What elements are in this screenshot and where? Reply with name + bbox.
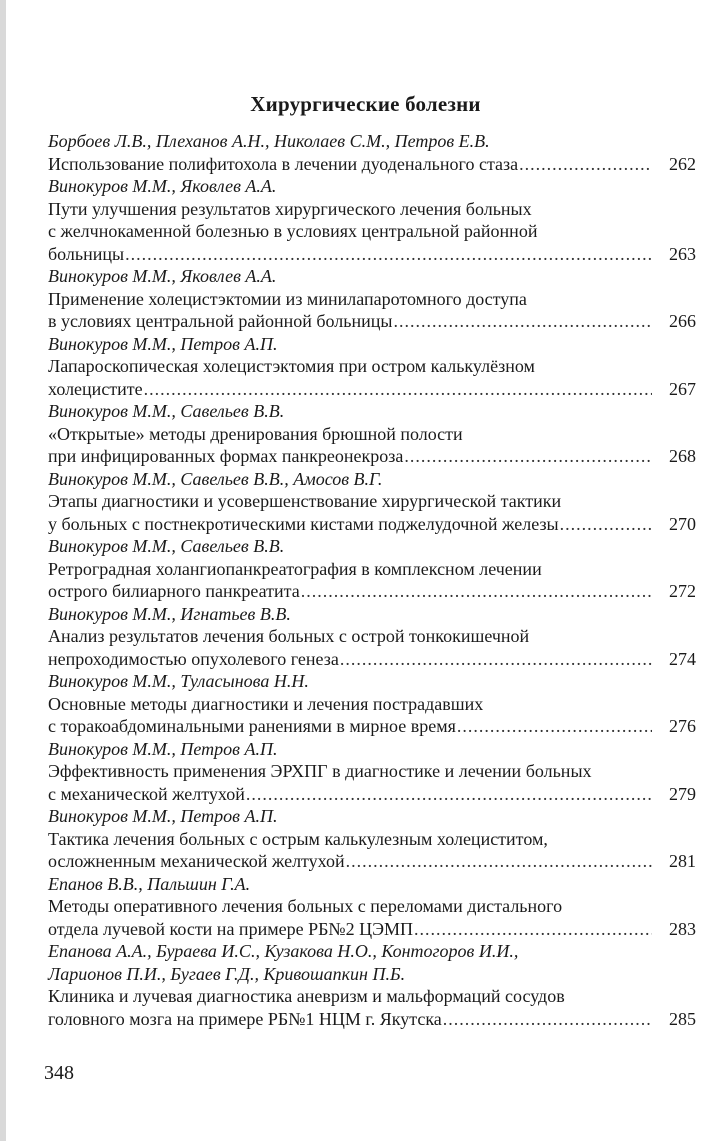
entry-title-last-line: [48, 850, 696, 873]
dot-leader: [144, 378, 652, 401]
entry-page-number: 272: [669, 581, 696, 601]
entry-page-number: 270: [669, 513, 696, 534]
dot-leader: [346, 850, 652, 873]
entry-title-last-line: [48, 310, 696, 333]
entry-authors: Винокуров М.М., Савельев В.В., Амосов В.Г.: [48, 468, 383, 489]
entry-title-text: отдела лучевой кости на примере РБ№2 ЦЭМП: [48, 918, 413, 939]
entry-page-number: 263: [669, 243, 696, 264]
toc-entry: [48, 175, 696, 265]
entry-page-number: 279: [669, 783, 696, 804]
entry-authors: Винокуров М.М., Петров А.П.: [48, 738, 278, 759]
toc-entry: [48, 333, 696, 401]
entry-title-text: головного мозга на примере РБ№1 НЦМ г. Якутска: [48, 1008, 442, 1029]
entry-page-number: 274: [669, 648, 696, 669]
entry-authors: Борбоев Л.В., Плеханов А.Н., Николаев С.М., Петров Е.В.: [48, 131, 490, 151]
entry-authors: Винокуров М.М., Яковлев А.А.: [48, 176, 277, 196]
table-of-contents: [48, 130, 696, 1030]
entry-authors: Винокуров М.М., Игнатьев В.В.: [48, 603, 291, 624]
entry-authors: Епанов В.В., Пальшин Г.А.: [48, 873, 251, 894]
entry-title-line: Лапароскопическая холецистэктомия при остром калькулёзном: [48, 356, 535, 376]
entry-title-last-line: [48, 580, 696, 603]
entry-title-text: непроходимостью опухолевого генеза: [48, 648, 339, 669]
dot-leader: [519, 153, 652, 176]
entry-title-line: с желчнокаменной болезнью в условиях центральной районной: [48, 221, 538, 241]
entry-page-number: 267: [669, 378, 696, 399]
entry-page-number: 283: [669, 918, 696, 939]
toc-entry: [48, 603, 696, 671]
entry-title-last-line: [48, 153, 696, 176]
entry-title-text: при инфицированных формах панкреонекроза: [48, 446, 404, 466]
entry-title-line: Тактика лечения больных с острым калькулезным холециститом,: [48, 828, 548, 849]
entry-title-line: Этапы диагностики и усовершенствование хирургической тактики: [48, 491, 562, 511]
dot-leader: [414, 918, 652, 941]
entry-title-last-line: [48, 243, 696, 266]
entry-title-line: Клиника и лучевая диагностика аневризм и мальформаций сосудов: [48, 986, 565, 1006]
entry-authors: Винокуров М.М., Савельев В.В.: [48, 536, 285, 556]
entry-authors: Ларионов П.И., Бугаев Г.Д., Кривошапкин П.Б.: [48, 963, 406, 984]
entry-title-line: «Открытые» методы дренирования брюшной полости: [48, 423, 463, 444]
entry-title-text: Использование полифитохола в лечении дуоденального стаза: [48, 153, 519, 174]
entry-title-line: Пути улучшения результатов хирургического лечения больных: [48, 198, 532, 219]
entry-authors: Винокуров М.М., Петров А.П.: [48, 333, 278, 354]
entry-title-line: Основные методы диагностики и лечения пострадавших: [48, 693, 484, 714]
dot-leader: [340, 648, 652, 671]
dot-leader: [560, 513, 652, 536]
section-title: Хирургические болезни: [250, 92, 481, 116]
entry-title-line: Методы оперативного лечения больных с переломами дистального: [48, 896, 563, 916]
entry-title-last-line: [48, 378, 696, 401]
entry-title-line: Анализ результатов лечения больных с острой тонкокишечной: [48, 626, 530, 646]
entry-page-number: 281: [669, 851, 696, 871]
entry-title-text: острого билиарного панкреатита: [48, 581, 300, 601]
entry-title-text: у больных с постнекротическими кистами поджелудочной железы: [48, 513, 559, 534]
entry-authors: Епанова А.А., Бураева И.С., Кузакова Н.О., Контогоров И.И.,: [48, 941, 519, 961]
toc-entry: [48, 468, 696, 536]
entry-page-number: 262: [669, 153, 696, 174]
entry-title-last-line: [48, 715, 696, 738]
entry-title-text: в условиях центральной районной больницы: [48, 311, 393, 331]
entry-title-last-line: [48, 783, 696, 806]
toc-entry: [48, 265, 696, 333]
toc-entry: [48, 805, 696, 873]
dot-leader: [301, 580, 652, 603]
toc-entry: [48, 670, 696, 738]
entry-title-line: Ретроградная холангиопанкреатография в комплексном лечении: [48, 558, 542, 579]
entry-authors: Винокуров М.М., Яковлев А.А.: [48, 266, 277, 286]
dot-leader: [393, 310, 652, 333]
dot-leader: [125, 243, 652, 266]
entry-title-last-line: [48, 445, 696, 468]
toc-entry: [48, 940, 696, 1030]
entry-title-last-line: [48, 1008, 696, 1031]
entry-title-text: осложненным механической желтухой: [48, 851, 345, 871]
entry-title-last-line: [48, 918, 696, 941]
dot-leader: [457, 715, 652, 738]
entry-title-text: с торакоабдоминальными ранениями в мирное время: [48, 716, 456, 736]
dot-leader: [443, 1008, 652, 1031]
entry-title-last-line: [48, 648, 696, 671]
page-number: 348: [44, 1062, 74, 1084]
entry-authors: Винокуров М.М., Туласынова Н.Н.: [48, 671, 309, 691]
entry-page-number: 266: [669, 311, 696, 331]
toc-entry: [48, 400, 696, 468]
toc-entry: [48, 738, 696, 806]
dot-leader: [404, 445, 652, 468]
entry-title-last-line: [48, 513, 696, 536]
entry-title-text: больницы: [48, 243, 125, 264]
toc-entry: [48, 130, 696, 175]
dot-leader: [246, 783, 652, 806]
toc-entry: [48, 873, 696, 941]
entry-title-text: с механической желтухой: [48, 783, 245, 804]
toc-entry: [48, 535, 696, 603]
entry-page-number: 268: [669, 446, 696, 466]
entry-title-line: Применение холецистэктомии из минилапаротомного доступа: [48, 288, 527, 309]
entry-title-text: холецистите: [48, 378, 143, 399]
entry-page-number: 276: [669, 716, 696, 736]
entry-authors: Винокуров М.М., Петров А.П.: [48, 806, 278, 826]
entry-page-number: 285: [669, 1008, 696, 1029]
entry-authors: Винокуров М.М., Савельев В.В.: [48, 401, 285, 421]
entry-title-line: Эффективность применения ЭРХПГ в диагностике и лечении больных: [48, 761, 592, 781]
